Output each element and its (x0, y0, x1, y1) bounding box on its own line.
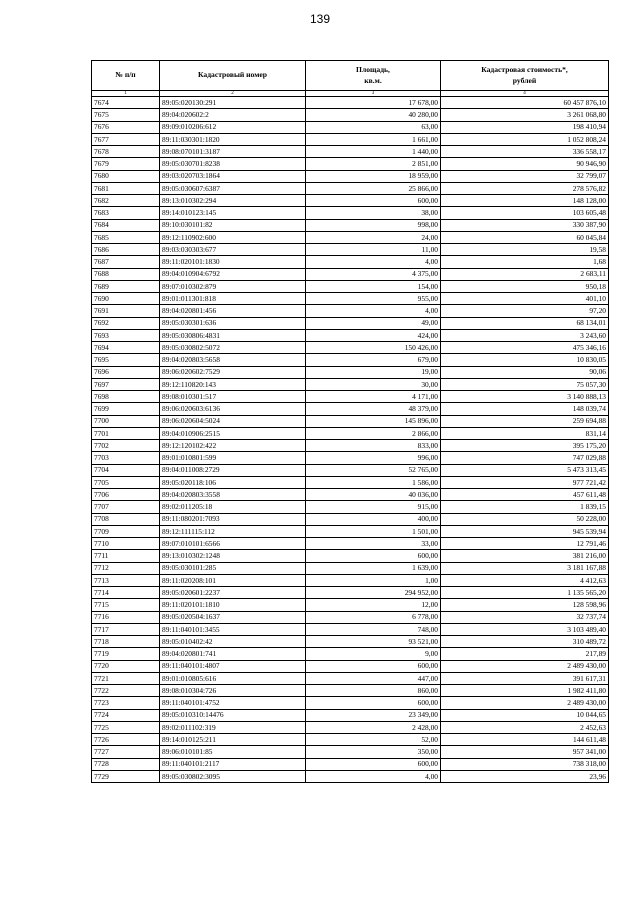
cadastral-number-cell: 89:13:010302:294 (160, 195, 306, 207)
table-row (92, 587, 609, 599)
cadastral-cost-cell: 144 611,48 (441, 734, 609, 746)
row-number-cell: 7708 (92, 513, 160, 525)
cadastral-number-cell: 89:06:010101:85 (160, 746, 306, 758)
cadastral-number-cell: 89:12:120102:422 (160, 440, 306, 452)
row-number-cell: 7681 (92, 182, 160, 194)
area-cell: 19,00 (306, 366, 441, 378)
area-cell: 154,00 (306, 280, 441, 292)
cadastral-number-cell: 89:07:010302:879 (160, 280, 306, 292)
column-number: 3 (306, 91, 441, 97)
area-cell: 52 765,00 (306, 464, 441, 476)
cadastral-cost-cell: 32 737,74 (441, 611, 609, 623)
cadastral-cost-cell: 4 412,63 (441, 574, 609, 586)
cadastral-number-cell: 89:12:111115:112 (160, 525, 306, 537)
table-row (92, 317, 609, 329)
cadastral-cost-cell: 3 181 167,88 (441, 562, 609, 574)
table-row (92, 758, 609, 770)
table-row (92, 721, 609, 733)
area-cell: 1 639,00 (306, 562, 441, 574)
area-cell: 18 959,00 (306, 170, 441, 182)
area-cell: 600,00 (306, 550, 441, 562)
area-cell: 23 349,00 (306, 709, 441, 721)
row-number-cell: 7719 (92, 648, 160, 660)
cadastral-cost-cell: 957 341,00 (441, 746, 609, 758)
area-cell: 294 952,00 (306, 587, 441, 599)
cadastral-cost-cell: 2 489 430,00 (441, 660, 609, 672)
row-number-cell: 7696 (92, 366, 160, 378)
row-number-cell: 7722 (92, 685, 160, 697)
cadastral-number-cell: 89:09:010206:612 (160, 121, 306, 133)
cadastral-cost-cell: 977 721,42 (441, 476, 609, 488)
row-number-cell: 7675 (92, 109, 160, 121)
row-number-cell: 7706 (92, 489, 160, 501)
cadastral-cost-cell: 128 598,96 (441, 599, 609, 611)
cadastral-cost-cell: 381 216,00 (441, 550, 609, 562)
table-row (92, 562, 609, 574)
area-cell: 955,00 (306, 293, 441, 305)
area-cell: 1 440,00 (306, 146, 441, 158)
table-row (92, 280, 609, 292)
cadastral-cost-cell: 75 057,30 (441, 378, 609, 390)
cadastral-cost-cell: 103 605,48 (441, 207, 609, 219)
table-row (92, 305, 609, 317)
table-row (92, 109, 609, 121)
area-cell: 996,00 (306, 452, 441, 464)
table-row (92, 207, 609, 219)
cadastral-number-cell: 89:11:040101:4752 (160, 697, 306, 709)
table-row (92, 501, 609, 513)
table-row (92, 391, 609, 403)
table-row (92, 219, 609, 231)
cadastral-cost-cell: 278 576,82 (441, 182, 609, 194)
area-cell: 24,00 (306, 231, 441, 243)
cadastral-cost-cell: 391 617,31 (441, 672, 609, 684)
table-row (92, 440, 609, 452)
cadastral-cost-cell: 60 457 876,10 (441, 97, 609, 109)
column-number: 2 (160, 91, 306, 97)
cadastral-number-cell: 89:05:030806:4831 (160, 329, 306, 341)
row-number-cell: 7729 (92, 770, 160, 782)
header-area: Площадь, кв.м. (306, 61, 441, 91)
table-row (92, 403, 609, 415)
table-row (92, 378, 609, 390)
row-number-cell: 7687 (92, 256, 160, 268)
area-cell: 40 036,00 (306, 489, 441, 501)
row-number-cell: 7728 (92, 758, 160, 770)
area-cell: 93 521,00 (306, 636, 441, 648)
area-cell: 4,00 (306, 770, 441, 782)
table-row (92, 660, 609, 672)
cadastral-number-cell: 89:04:020803:3558 (160, 489, 306, 501)
area-cell: 1 586,00 (306, 476, 441, 488)
cadastral-number-cell: 89:11:030301:1820 (160, 133, 306, 145)
table-row (92, 97, 609, 109)
row-number-cell: 7688 (92, 268, 160, 280)
cadastral-cost-cell: 90 946,90 (441, 158, 609, 170)
cadastral-number-cell: 89:02:011102:319 (160, 721, 306, 733)
table-row (92, 146, 609, 158)
cadastral-number-cell: 89:13:010302:1248 (160, 550, 306, 562)
cadastral-number-cell: 89:11:080201:7093 (160, 513, 306, 525)
table-row (92, 648, 609, 660)
table-row (92, 427, 609, 439)
row-number-cell: 7701 (92, 427, 160, 439)
area-cell: 4,00 (306, 305, 441, 317)
cadastral-cost-cell: 310 489,72 (441, 636, 609, 648)
header-cadastral-number: Кадастровый номер (160, 61, 306, 91)
cadastral-number-cell: 89:04:020801:456 (160, 305, 306, 317)
row-number-cell: 7717 (92, 623, 160, 635)
area-cell: 1 661,00 (306, 133, 441, 145)
row-number-cell: 7677 (92, 133, 160, 145)
row-number-cell: 7704 (92, 464, 160, 476)
cadastral-cost-cell: 1 982 411,80 (441, 685, 609, 697)
area-cell: 49,00 (306, 317, 441, 329)
cadastral-number-cell: 89:03:020703:1864 (160, 170, 306, 182)
row-number-cell: 7716 (92, 611, 160, 623)
table-row (92, 268, 609, 280)
row-number-cell: 7712 (92, 562, 160, 574)
area-cell: 9,00 (306, 648, 441, 660)
cadastral-cost-cell: 747 029,88 (441, 452, 609, 464)
area-cell: 2 851,00 (306, 158, 441, 170)
cadastral-number-cell: 89:05:030607:6387 (160, 182, 306, 194)
cadastral-number-cell: 89:11:020101:1810 (160, 599, 306, 611)
row-number-cell: 7705 (92, 476, 160, 488)
header-row (92, 61, 609, 91)
row-number-cell: 7721 (92, 672, 160, 684)
table-row (92, 513, 609, 525)
area-cell: 17 678,00 (306, 97, 441, 109)
table-row (92, 746, 609, 758)
area-cell: 145 896,00 (306, 415, 441, 427)
cadastral-number-cell: 89:11:040101:4807 (160, 660, 306, 672)
area-cell: 350,00 (306, 746, 441, 758)
cadastral-number-cell: 89:05:020601:2237 (160, 587, 306, 599)
table-row (92, 195, 609, 207)
area-cell: 48 379,00 (306, 403, 441, 415)
cadastral-number-cell: 89:08:010301:517 (160, 391, 306, 403)
row-number-cell: 7683 (92, 207, 160, 219)
cadastral-cost-cell: 3 140 888,13 (441, 391, 609, 403)
table-row (92, 170, 609, 182)
cadastral-number-cell: 89:04:011008:2729 (160, 464, 306, 476)
cadastral-cost-cell: 50 228,00 (441, 513, 609, 525)
row-number-cell: 7709 (92, 525, 160, 537)
cadastral-cost-cell: 475 346,16 (441, 342, 609, 354)
row-number-cell: 7692 (92, 317, 160, 329)
area-cell: 1 501,00 (306, 525, 441, 537)
cadastral-number-cell: 89:05:030301:636 (160, 317, 306, 329)
cadastral-cost-cell: 401,10 (441, 293, 609, 305)
cadastral-cost-cell: 23,96 (441, 770, 609, 782)
cadastral-number-cell: 89:04:010904:6792 (160, 268, 306, 280)
cadastral-cost-cell: 19,58 (441, 244, 609, 256)
table-row (92, 636, 609, 648)
area-cell: 1,00 (306, 574, 441, 586)
row-number-cell: 7699 (92, 403, 160, 415)
cadastral-cost-cell: 738 318,00 (441, 758, 609, 770)
area-cell: 600,00 (306, 697, 441, 709)
table-row (92, 476, 609, 488)
table-row (92, 329, 609, 341)
cadastral-cost-cell: 2 489 430,00 (441, 697, 609, 709)
table-row (92, 697, 609, 709)
table-row (92, 415, 609, 427)
table-row (92, 231, 609, 243)
cadastral-cost-cell: 97,20 (441, 305, 609, 317)
row-number-cell: 7695 (92, 354, 160, 366)
cadastral-cost-cell: 395 175,20 (441, 440, 609, 452)
cadastral-cost-cell: 5 473 313,45 (441, 464, 609, 476)
row-number-cell: 7703 (92, 452, 160, 464)
area-cell: 4 375,00 (306, 268, 441, 280)
cadastral-number-cell: 89:01:010805:616 (160, 672, 306, 684)
cadastral-number-cell: 89:11:040101:2117 (160, 758, 306, 770)
cadastral-cost-cell: 3 261 068,80 (441, 109, 609, 121)
cadastral-cost-cell: 330 387,90 (441, 219, 609, 231)
row-number-cell: 7698 (92, 391, 160, 403)
row-number-cell: 7684 (92, 219, 160, 231)
cadastral-number-cell: 89:04:020803:5658 (160, 354, 306, 366)
row-number-cell: 7694 (92, 342, 160, 354)
table-row (92, 550, 609, 562)
cadastral-number-cell: 89:06:020603:6136 (160, 403, 306, 415)
cadastral-number-cell: 89:06:020602:7529 (160, 366, 306, 378)
area-cell: 33,00 (306, 538, 441, 550)
cadastral-cost-cell: 217,89 (441, 648, 609, 660)
area-cell: 833,00 (306, 440, 441, 452)
area-cell: 679,00 (306, 354, 441, 366)
table-row (92, 452, 609, 464)
row-number-cell: 7685 (92, 231, 160, 243)
table-row (92, 342, 609, 354)
cadastral-cost-cell: 90,06 (441, 366, 609, 378)
area-cell: 150 426,00 (306, 342, 441, 354)
cadastral-cost-cell: 259 694,88 (441, 415, 609, 427)
table-row (92, 121, 609, 133)
cadastral-number-cell: 89:08:070101:3187 (160, 146, 306, 158)
cadastral-cost-cell: 945 539,94 (441, 525, 609, 537)
row-number-cell: 7690 (92, 293, 160, 305)
row-number-cell: 7713 (92, 574, 160, 586)
cadastral-number-cell: 89:12:110820:143 (160, 378, 306, 390)
area-cell: 600,00 (306, 195, 441, 207)
row-number-cell: 7723 (92, 697, 160, 709)
cadastral-cost-cell: 10 830,05 (441, 354, 609, 366)
row-number-cell: 7679 (92, 158, 160, 170)
cadastral-number-cell: 89:05:020130:291 (160, 97, 306, 109)
cadastral-number-cell: 89:05:030802:3095 (160, 770, 306, 782)
cadastral-cost-cell: 148 128,00 (441, 195, 609, 207)
row-number-cell: 7691 (92, 305, 160, 317)
area-cell: 52,00 (306, 734, 441, 746)
table-row (92, 464, 609, 476)
row-number-cell: 7727 (92, 746, 160, 758)
table-row (92, 734, 609, 746)
table-row (92, 244, 609, 256)
row-number-cell: 7725 (92, 721, 160, 733)
cadastral-cost-cell: 148 039,74 (441, 403, 609, 415)
area-cell: 600,00 (306, 660, 441, 672)
cadastral-cost-cell: 950,18 (441, 280, 609, 292)
area-cell: 915,00 (306, 501, 441, 513)
table-row (92, 538, 609, 550)
table-row (92, 623, 609, 635)
row-number-cell: 7714 (92, 587, 160, 599)
cadastral-cost-cell: 1 052 808,24 (441, 133, 609, 145)
row-number-cell: 7715 (92, 599, 160, 611)
header-num: № п/п (92, 61, 160, 91)
area-cell: 40 280,00 (306, 109, 441, 121)
row-number-cell: 7680 (92, 170, 160, 182)
row-number-cell: 7710 (92, 538, 160, 550)
table-row (92, 525, 609, 537)
cadastral-cost-cell: 457 611,48 (441, 489, 609, 501)
area-cell: 6 778,00 (306, 611, 441, 623)
cadastral-number-cell: 89:04:020801:741 (160, 648, 306, 660)
table-row (92, 611, 609, 623)
cadastral-cost-cell: 198 410,94 (441, 121, 609, 133)
table-row (92, 599, 609, 611)
row-number-cell: 7676 (92, 121, 160, 133)
row-number-cell: 7718 (92, 636, 160, 648)
cadastral-number-cell: 89:01:010801:599 (160, 452, 306, 464)
area-cell: 2 428,00 (306, 721, 441, 733)
page-number: 139 (309, 12, 331, 26)
cadastral-number-cell: 89:11:020101:1830 (160, 256, 306, 268)
cadastral-number-cell: 89:11:040101:3455 (160, 623, 306, 635)
area-cell: 400,00 (306, 513, 441, 525)
row-number-cell: 7726 (92, 734, 160, 746)
cadastral-number-cell: 89:02:011205:18 (160, 501, 306, 513)
row-number-cell: 7700 (92, 415, 160, 427)
cadastral-number-cell: 89:07:010101:6566 (160, 538, 306, 550)
table-row (92, 709, 609, 721)
cadastral-number-cell: 89:04:010906:2515 (160, 427, 306, 439)
cadastral-cost-cell: 1 839,15 (441, 501, 609, 513)
area-cell: 600,00 (306, 758, 441, 770)
cadastral-cost-cell: 32 799,07 (441, 170, 609, 182)
area-cell: 424,00 (306, 329, 441, 341)
cadastral-table (91, 60, 609, 783)
cadastral-number-cell: 89:14:010125:211 (160, 734, 306, 746)
cadastral-cost-cell: 3 243,60 (441, 329, 609, 341)
row-number-cell: 7678 (92, 146, 160, 158)
area-cell: 4,00 (306, 256, 441, 268)
table-row (92, 158, 609, 170)
cadastral-number-cell: 89:05:030701:8238 (160, 158, 306, 170)
column-number: 1 (92, 91, 160, 97)
row-number-cell: 7697 (92, 378, 160, 390)
area-cell: 860,00 (306, 685, 441, 697)
cadastral-number-cell: 89:05:030802:5072 (160, 342, 306, 354)
row-number-cell: 7702 (92, 440, 160, 452)
cadastral-number-cell: 89:04:020602:2 (160, 109, 306, 121)
row-number-cell: 7711 (92, 550, 160, 562)
header-cadastral-cost: Кадастровая стоимость*, рублей (441, 61, 609, 91)
table-row (92, 672, 609, 684)
table-row (92, 354, 609, 366)
table-row (92, 770, 609, 782)
row-number-cell: 7686 (92, 244, 160, 256)
area-cell: 4 171,00 (306, 391, 441, 403)
cadastral-number-cell: 89:06:020604:5024 (160, 415, 306, 427)
cadastral-cost-cell: 12 791,46 (441, 538, 609, 550)
cadastral-cost-cell: 1 135 565,20 (441, 587, 609, 599)
cadastral-number-cell: 89:14:010123:145 (160, 207, 306, 219)
cadastral-number-cell: 89:05:010402:42 (160, 636, 306, 648)
cadastral-number-cell: 89:03:030303:677 (160, 244, 306, 256)
area-cell: 30,00 (306, 378, 441, 390)
cadastral-cost-cell: 2 683,11 (441, 268, 609, 280)
table-body (92, 97, 609, 783)
cadastral-number-cell: 89:10:030101:82 (160, 219, 306, 231)
cadastral-cost-cell: 831,14 (441, 427, 609, 439)
table-row (92, 256, 609, 268)
row-number-cell: 7724 (92, 709, 160, 721)
row-number-cell: 7693 (92, 329, 160, 341)
cadastral-number-cell: 89:05:020118:106 (160, 476, 306, 488)
cadastral-number-cell: 89:05:010310:14476 (160, 709, 306, 721)
table-row (92, 293, 609, 305)
table-row (92, 366, 609, 378)
cadastral-cost-cell: 68 134,01 (441, 317, 609, 329)
cadastral-number-cell: 89:05:020504:1637 (160, 611, 306, 623)
cadastral-number-cell: 89:11:020208:101 (160, 574, 306, 586)
cadastral-cost-cell: 2 452,63 (441, 721, 609, 733)
table-row (92, 182, 609, 194)
table-row (92, 489, 609, 501)
row-number-cell: 7682 (92, 195, 160, 207)
cadastral-cost-cell: 10 044,65 (441, 709, 609, 721)
area-cell: 998,00 (306, 219, 441, 231)
row-number-cell: 7689 (92, 280, 160, 292)
area-cell: 63,00 (306, 121, 441, 133)
table-row (92, 574, 609, 586)
cadastral-cost-cell: 336 558,17 (441, 146, 609, 158)
row-number-cell: 7720 (92, 660, 160, 672)
column-number: 4 (441, 91, 609, 97)
area-cell: 2 866,00 (306, 427, 441, 439)
row-number-cell: 7707 (92, 501, 160, 513)
area-cell: 748,00 (306, 623, 441, 635)
table-row (92, 133, 609, 145)
cadastral-cost-cell: 60 045,84 (441, 231, 609, 243)
cadastral-number-cell: 89:05:030101:285 (160, 562, 306, 574)
area-cell: 25 866,00 (306, 182, 441, 194)
area-cell: 447,00 (306, 672, 441, 684)
cadastral-number-cell: 89:08:010304:726 (160, 685, 306, 697)
cadastral-cost-cell: 1,68 (441, 256, 609, 268)
cadastral-cost-cell: 3 103 489,40 (441, 623, 609, 635)
table-row (92, 685, 609, 697)
cadastral-number-cell: 89:01:011301:818 (160, 293, 306, 305)
area-cell: 12,00 (306, 599, 441, 611)
area-cell: 38,00 (306, 207, 441, 219)
cadastral-number-cell: 89:12:110902:600 (160, 231, 306, 243)
row-number-cell: 7674 (92, 97, 160, 109)
area-cell: 11,00 (306, 244, 441, 256)
